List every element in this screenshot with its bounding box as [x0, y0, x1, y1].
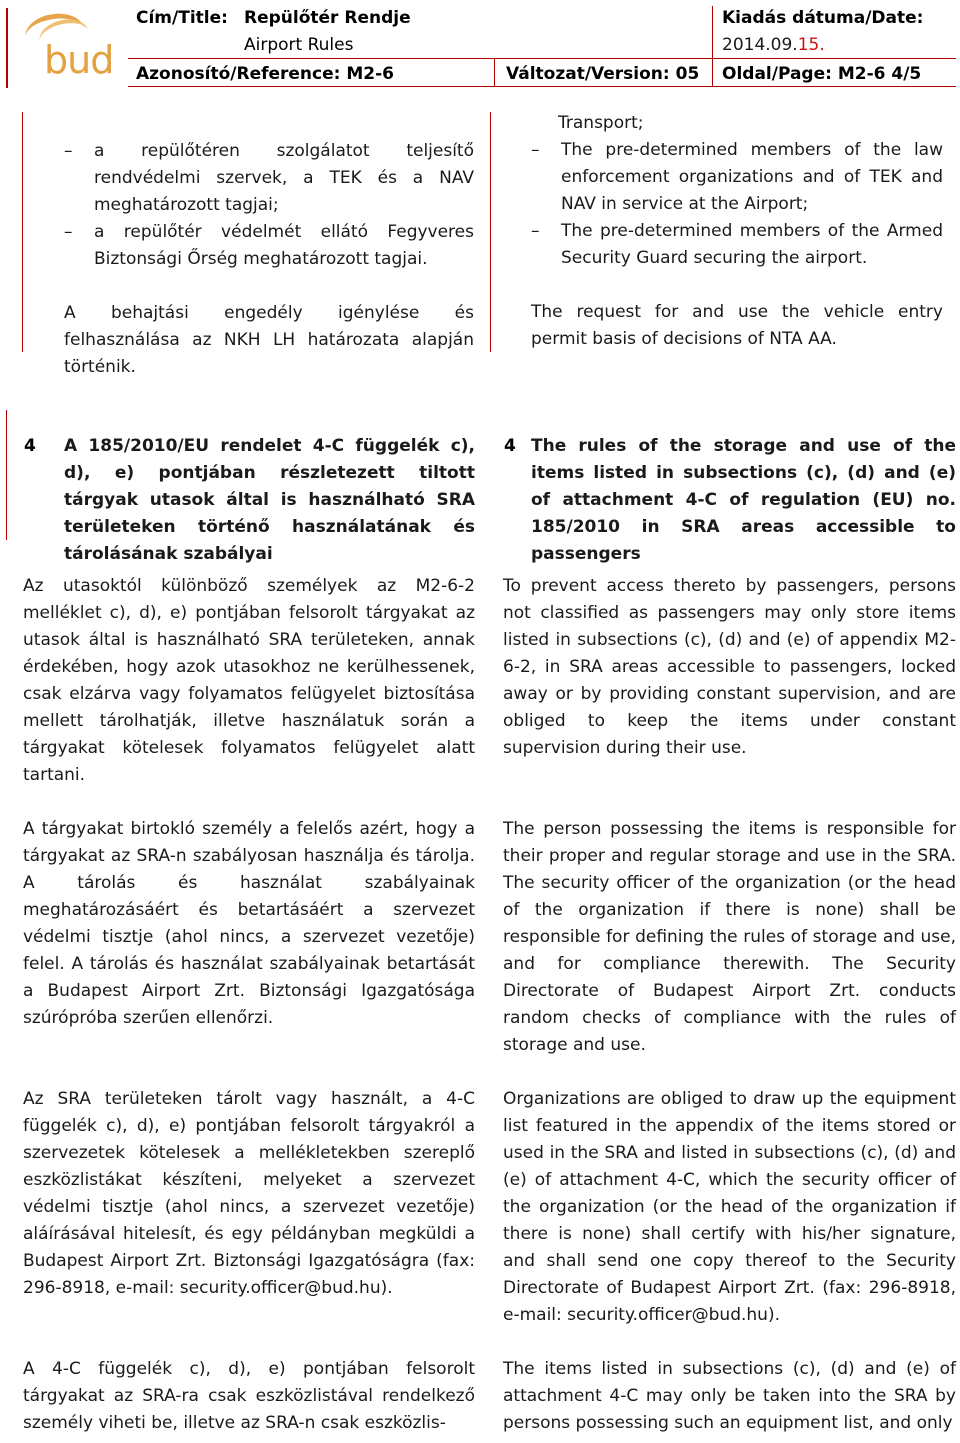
- header-divider-ver: [712, 59, 713, 87]
- margin-rule-section: [6, 410, 7, 540]
- paragraph-hu-3: Az SRA területeken tárolt vagy használt, a 4-C függelék c), d), e) pontjában felsorolt tárgyakról a szervezetek kötelesek a mellékletekben szereplő eszközlistákat készíteni, melyeket a szervezet védelmi tisztje (ahol nincs, a szervezet vezetője) aláírásával hitelesít, és egy példányban megküldi a Budapest Airport Zrt. Biztonsági Igazgatóságra (fax: 296-8918, e-mail: security.officer@bud.hu).: [23, 1089, 475, 1298]
- paragraph: The request for and use the vehicle entry permit basis of decisions of NTA AA.: [531, 302, 943, 349]
- list-item: – a repülőtéren szolgálatot teljesítő rendvédelmi szervek, a TEK és a NAV meghatározott tagjai;: [64, 138, 474, 219]
- list-lead-text: Transport;: [558, 113, 644, 133]
- title-hu: Repülőtér Rendje: [244, 8, 411, 28]
- title-en: Airport Rules: [244, 35, 354, 55]
- paragraph-en-4: The items listed in subsections (c), (d) and (e) of attachment 4-C may only be taken into the SRA by persons possessing such an equipment list, and only: [503, 1359, 956, 1433]
- list-item: – a repülőtér védelmét ellátó Fegyveres Biztonsági Őrség meghatározott tagjai.: [64, 219, 474, 273]
- margin-rule-left-top: [22, 112, 23, 352]
- top-right-block: [531, 110, 943, 353]
- header-rule-top: [128, 58, 956, 59]
- date-value-highlight: 15.: [797, 35, 825, 55]
- header-divider: [712, 6, 713, 58]
- header-rule-bottom: [128, 86, 956, 87]
- list-item: – The pre-determined members of the Armed Security Guard securing the airport.: [531, 218, 943, 272]
- date-label: Kiadás dátuma/Date:: [722, 8, 924, 28]
- logo-wordmark: bud: [44, 38, 114, 82]
- header-divider-ref: [494, 59, 495, 87]
- date-value: [722, 32, 825, 59]
- paragraph-hu-1: Az utasoktól különböző személyek az M2-6-2 melléklet c), d), e) pontjában felsorolt tárgyakat az utasok által is használható SRA területeken, annak érdekében, hogy azok utasokhoz ne kerülhessenek, csak elzárva vagy folyamatos felügyelet biztosítása mellett tárolhatják, illetve használatuk során a tárgyakat kötelesek folyamatos felügyelet alatt tartani.: [23, 576, 475, 785]
- paragraph-hu-2: A tárgyakat birtokló személy a felelős azért, hogy a tárgyakat az SRA-n szabályosan használja és tárolja. A tárolás és használat szabályainak meghatározásáért és betartásáért a szervezet védelmi tisztje (ahol nincs, a szervezet vezetője) felel. A tárolás és használat szabályainak betartását a Budapest Airport Zrt. Biztonsági Igazgatósága szúrópróba szerűen ellenőrzi.: [23, 819, 475, 1028]
- version: Változat/Version: 05: [506, 64, 700, 84]
- list-item: – The pre-determined members of the law enforcement organizations and of TEK and NAV in service at the Airport;: [531, 137, 943, 218]
- paragraph-en-3: Organizations are obliged to draw up the equipment list featured in the appendix of the items stored or used in the SRA and listed in subsections (c), (d) and (e) of attachment 4-C, which the security officer of the organization (or the head of the organization if there is none) shall certify with his/her signature, and shall send one copy thereof to the Security Directorate of Budapest Airport Zrt. (fax: 296-8918, e-mail: security.officer@bud.hu).: [503, 1089, 956, 1325]
- margin-rule-right-top: [490, 112, 491, 352]
- paragraph-en-2: The person possessing the items is responsible for their proper and regular storage and use in the SRA. The security officer of the organization (or the head of the organization if there is none) shall be responsible for defining the rules of storage and use, and for compliance therewith. The Security Directorate of Budapest Airport Zrt. conducts random checks of compliance with the rules of storage and use.: [503, 819, 956, 1055]
- bud-logo: [18, 6, 118, 84]
- section-number-hu: 4: [24, 436, 36, 456]
- reference: Azonosító/Reference: M2-6: [136, 64, 394, 84]
- paragraph: A behajtási engedély igénylése és felhasználása az NKH LH határozata alapján történik.: [64, 303, 474, 377]
- section-title-en: The rules of the storage and use of the items listed in subsections (c), (d) and (e) of attachment 4-C of regulation (EU) no. 185/2010 in SRA areas accessible to passengers: [531, 436, 956, 564]
- page-number: Oldal/Page: M2-6 4/5: [722, 64, 922, 84]
- header-accent-bar: [6, 8, 8, 88]
- top-left-block: [64, 138, 474, 381]
- section-number-en: 4: [504, 436, 516, 456]
- title-label: Cím/Title:: [136, 8, 228, 28]
- section-title-hu: A 185/2010/EU rendelet 4-C függelék c), d), e) pontjában részletezett tiltott tárgyak utasok által is használható SRA területeken történő használatának és tárolásának szabályai: [64, 436, 475, 564]
- date-value-main: 2014.09.: [722, 35, 798, 55]
- paragraph-hu-4: A 4-C függelék c), d), e) pontjában felsorolt tárgyakat az SRA-ra csak eszközlistával rendelkező személy viheti be, illetve az SRA-n csak eszközlis-: [23, 1359, 475, 1433]
- paragraph-en-1: To prevent access thereto by passengers, persons not classified as passengers may only store items listed in subsections (c), (d) and (e) of appendix M2-6-2, in SRA areas accessible to passengers, locked away or by providing constant supervision, and are obliged to keep the items under constant supervision during their use.: [503, 576, 956, 758]
